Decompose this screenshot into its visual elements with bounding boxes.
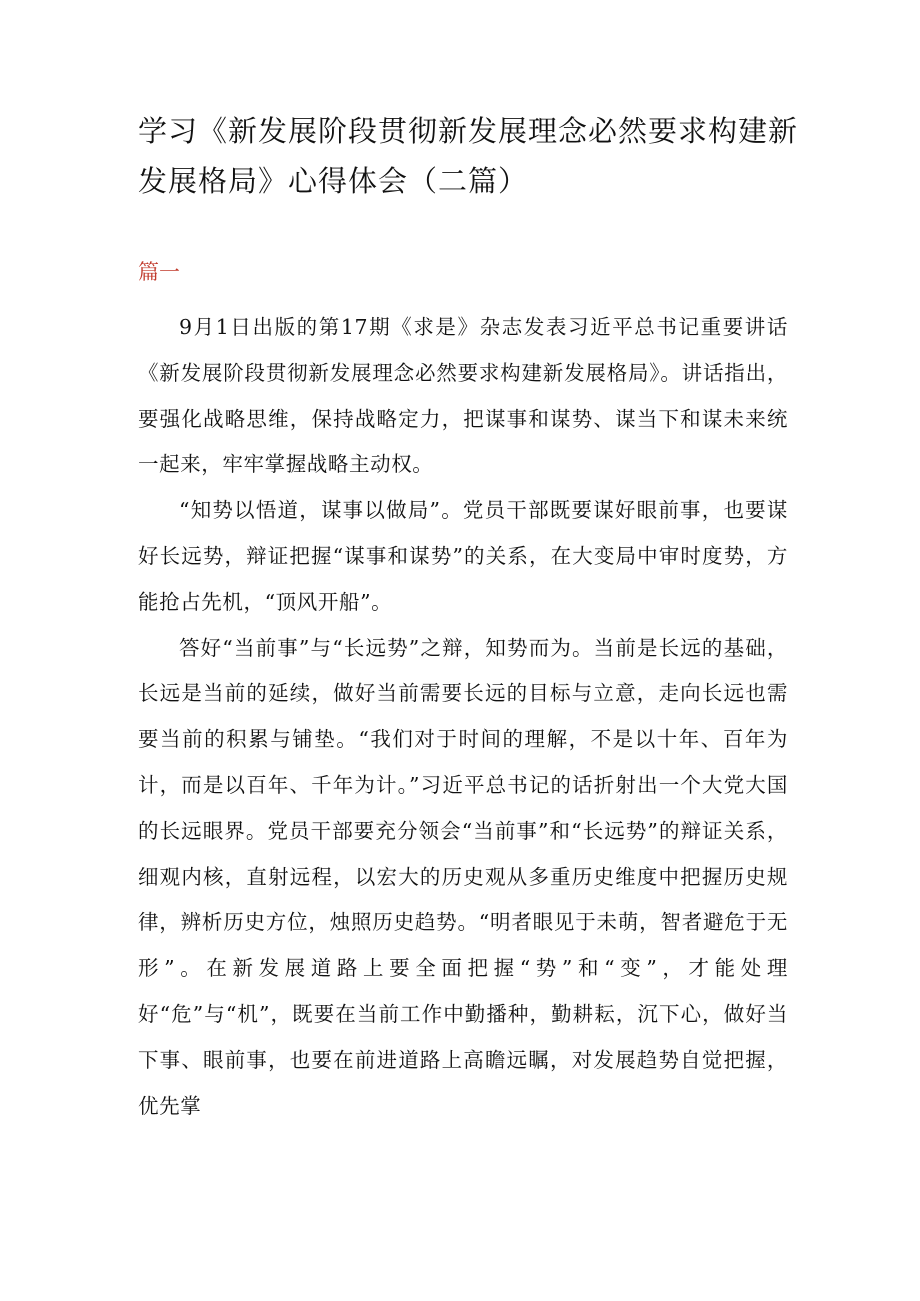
section-label: 篇一	[138, 260, 180, 284]
paragraph: 答好“当前事”与“长远势”之辩，知势而为。当前是长远的基础，长远是当前的延续，做好当前需要长远的目标与立意，走向长远也需要当前的积累与铺垫。“我们对于时间的理解，不是以十年、百年为计，而是以百年、千年为计。”习近平总书记的话折射出一个大党大国的长远眼界。党员干部要充分领会“当前事”和“长远势”的辩证关系，细观内核，直射远程，以宏大的历史观从多重历史维度中把握历史规律，辨析历史方位，烛照历史趋势。“明者眼见于未萌，智者避危于无形”。在新发展道路上要全面把握“势”和“变”，才能处理好“危”与“机”，既要在当前工作中勤播种，勤耕耘，沉下心，做好当下事、眼前事，也要在前进道路上高瞻远瞩，对发展趋势自觉把握，优先掌	[138, 635, 788, 1118]
document-body	[138, 305, 788, 1129]
paragraph: “知势以悟道，谋事以做局”。党员干部既要谋好眼前事，也要谋好长远势，辩证把握“谋事和谋势”的关系，在大变局中审时度势，方能抢占先机，“顶风开船”。	[138, 498, 788, 614]
paragraph: 9月1日出版的第17期《求是》杂志发表习近平总书记重要讲话《新发展阶段贯彻新发展理念必然要求构建新发展格局》。讲话指出，要强化战略思维，保持战略定力，把谋事和谋势、谋当下和谋未来统一起来，牢牢掌握战略主动权。	[138, 315, 788, 477]
document-title: 学习《新发展阶段贯彻新发展理念必然要求构建新发展格局》心得体会（二篇）	[138, 114, 799, 198]
